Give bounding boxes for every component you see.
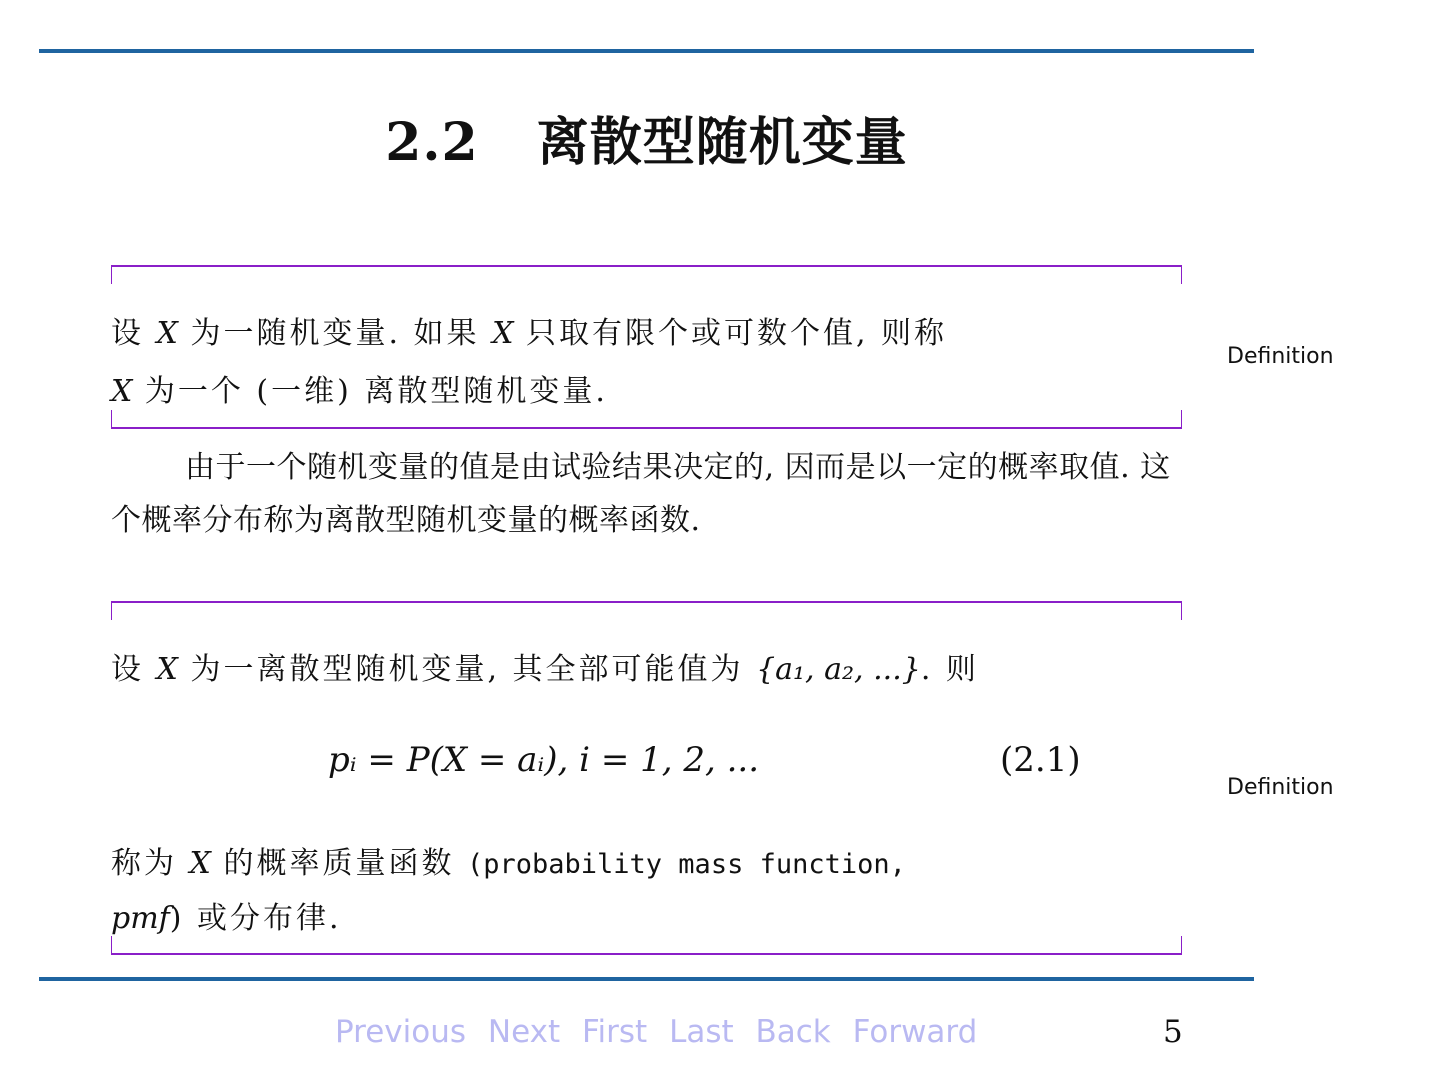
- top-rule: [39, 49, 1254, 53]
- definition-frame-bottom: [111, 427, 1182, 429]
- text-run: ) 或分布律.: [169, 901, 342, 936]
- math-abbreviation: pmf: [111, 901, 170, 936]
- definition-frame-corner: [1181, 410, 1182, 429]
- nav-back-link[interactable]: Back: [755, 1014, 831, 1050]
- definition-frame-corner: [111, 265, 112, 284]
- nav-previous-link[interactable]: Previous: [335, 1014, 467, 1050]
- nav-forward-link[interactable]: Forward: [852, 1014, 978, 1050]
- definition-frame-corner: [1181, 265, 1182, 284]
- navigation-bar: [335, 1014, 989, 1050]
- math-variable: X: [189, 846, 211, 881]
- monospace-text: (probability mass function,: [466, 849, 906, 880]
- math-variable: X: [492, 316, 514, 351]
- page-number: 5: [1163, 1014, 1183, 1050]
- definition-frame-corner: [1181, 601, 1182, 620]
- equation: pᵢ = P(X = aᵢ), i = 1, 2, ...: [328, 740, 760, 780]
- definition-frame-top: [111, 601, 1182, 603]
- text-run: 的概率质量函数: [210, 846, 467, 881]
- definition-label-1: Definition: [1227, 344, 1334, 369]
- section-title-text: 离散型随机变量: [536, 112, 908, 173]
- definition-frame-corner: [1181, 936, 1182, 955]
- text-run: 为一个 (一维) 离散型随机变量.: [132, 374, 608, 409]
- definition1-line1: [111, 308, 947, 352]
- definition1-line2: [111, 366, 608, 410]
- definition-frame-corner: [111, 410, 112, 429]
- definition-frame-corner: [111, 601, 112, 620]
- equation-number: (2.1): [1000, 740, 1081, 780]
- section-title: [0, 100, 1293, 175]
- text-run: 称为: [111, 846, 190, 881]
- definition2-line4: [111, 893, 342, 937]
- definition-label-2: Definition: [1227, 775, 1334, 800]
- nav-first-link[interactable]: First: [581, 1014, 648, 1050]
- math-variable: X: [156, 652, 178, 687]
- nav-next-link[interactable]: Next: [487, 1014, 561, 1050]
- math-variable: X: [111, 374, 133, 409]
- text-run: 设: [111, 316, 157, 351]
- definition-frame-corner: [111, 936, 112, 955]
- section-number: 2.2: [385, 112, 479, 173]
- bottom-rule: [39, 977, 1254, 981]
- definition2-line3: [111, 838, 906, 882]
- nav-last-link[interactable]: Last: [669, 1014, 734, 1050]
- text-run: 只取有限个或可数个值, 则称: [513, 316, 948, 351]
- definition-frame-top: [111, 265, 1182, 267]
- body-paragraph: 由于一个随机变量的值是由试验结果决定的, 因而是以一定的概率取值. 这个概率分布称为离散型随机变量的概率函数.: [111, 450, 1171, 538]
- text-run: 为一随机变量. 如果: [177, 316, 493, 351]
- text-run: . 则: [920, 652, 979, 687]
- math-set: {a₁, a₂, ...}: [756, 652, 921, 687]
- definition-frame-bottom: [111, 953, 1182, 955]
- definition2-line1: [111, 644, 979, 688]
- text-run: 设: [111, 652, 157, 687]
- math-variable: X: [156, 316, 178, 351]
- text-run: 为一离散型随机变量, 其全部可能值为: [177, 652, 757, 687]
